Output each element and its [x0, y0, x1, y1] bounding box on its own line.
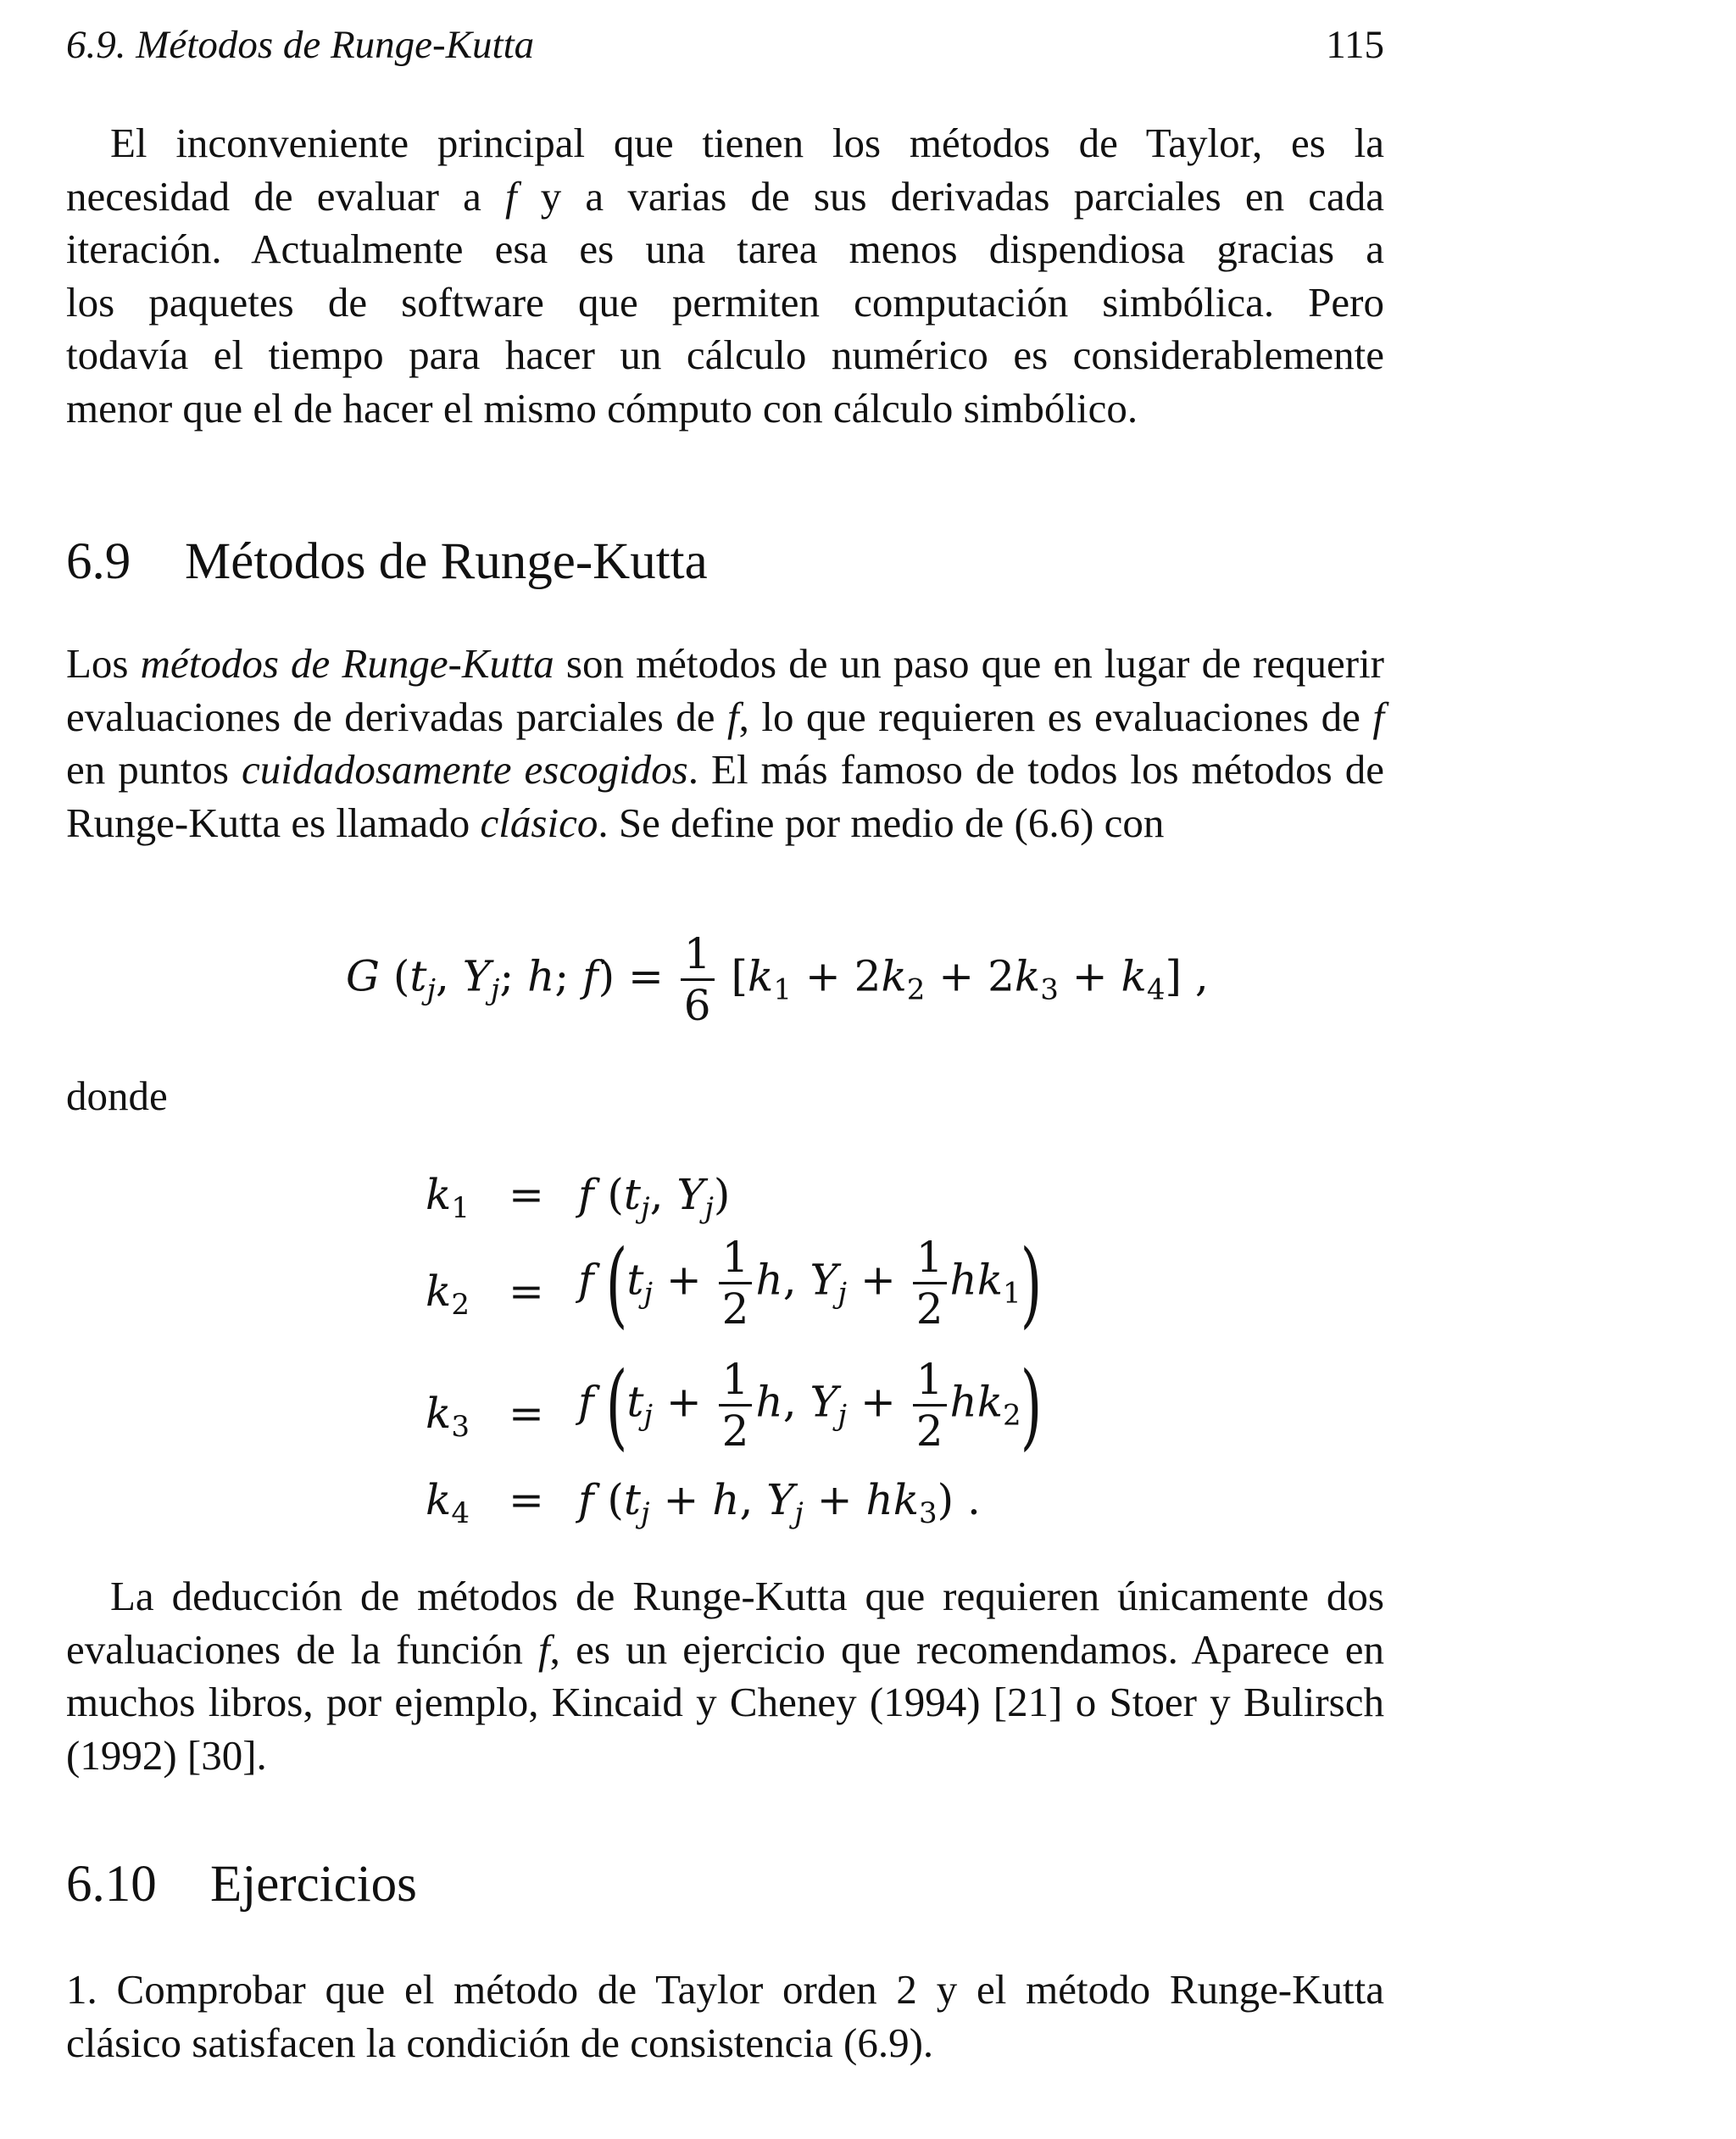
- paragraph-runge-kutta-intro: Los métodos de Runge-Kutta son métodos de un paso que en lugar de requerir evaluaciones de derivadas parciales de f, lo que requieren es evaluaciones de f en puntos cuidadosamente escogidos. El más famoso de todos los métodos de Runge-Kutta es llamado clásico. Se define por medio de (6.6) con: [66, 640, 1384, 846]
- paragraph-taylor-drawback: El inconveniente principal que tienen los métodos de Taylor, es la necesidad de evaluar a f y a varias de sus derivadas parciales en cada iteración. Actualmente esa es una tarea menos dispendiosa gracias a los paquetes de software que permiten computación simbólica. Pero todavía el tiempo para hacer un cálculo numérico es considerablemente menor que el de hacer el mismo cómputo con cálculo simbólico.: [66, 120, 1384, 432]
- section-heading-exercises: 6.10 Ejercicios: [66, 1856, 417, 1913]
- exercise-item-1: 1. Comprobar que el método de Taylor orden 2 y el método Runge-Kutta clásico satisfacen la condición de consistencia (6.9).: [66, 1966, 1384, 2066]
- equation-k3: $k_3$ = f ($t_j$ + $\frac{1}{2}$ h, $Y_j$ + $\frac{1}{2}$ $hk_2$): [426, 1351, 1043, 1460]
- text-donde: donde: [66, 1072, 168, 1119]
- equation-k1: $k_1$ = f ($t_j$, $Y_j$): [426, 1170, 731, 1225]
- document-page: [66, 0, 1384, 2139]
- section-heading-runge-kutta: 6.9 Métodos de Runge-Kutta: [66, 533, 708, 590]
- equation-G: G ($t_j$, $Y_j$; h; f) = $\frac{1}{6}$ $[k_1 + 2k_2 + 2k_3 + k_4]$ ,: [346, 929, 1209, 1030]
- paragraph-deduction: La deducción de métodos de Runge-Kutta que requieren únicamente dos evaluaciones de la función f, es un ejercicio que recomendamos. Aparece en muchos libros, por ejemplo, Kincaid y Cheney (1994) [21] o Stoer y Bulirsch (1992) [30].: [66, 1573, 1384, 1779]
- running-head-section: 6.9. Métodos de Runge-Kutta: [66, 23, 535, 67]
- equation-system-k: [426, 1170, 1188, 1530]
- running-head: [66, 22, 1384, 70]
- fraction-one-sixth: $\frac{1}{6}$: [681, 933, 715, 1027]
- equation-k4: $k_4$ = f ($t_j + h$, $Y_j + hk_3$) .: [426, 1475, 981, 1530]
- page-number: 115: [1326, 23, 1384, 67]
- equation-k2: $k_2$ = f ($t_j$ + $\frac{1}{2}$ h, $Y_j$ + $\frac{1}{2}$ $hk_1$): [426, 1228, 1043, 1338]
